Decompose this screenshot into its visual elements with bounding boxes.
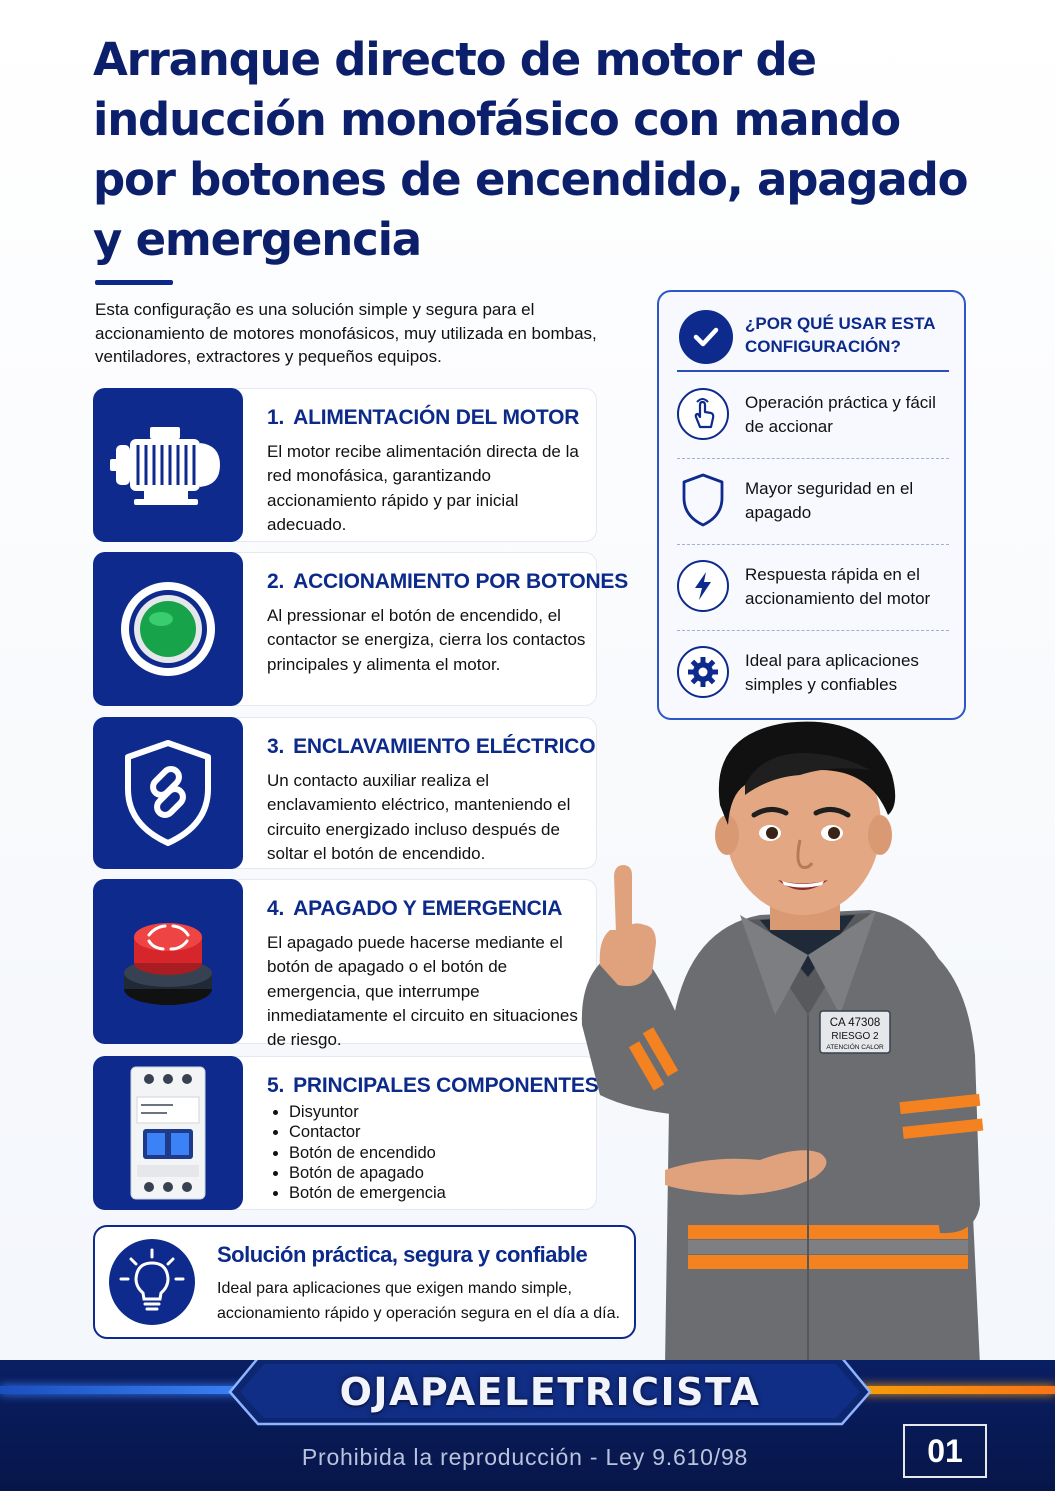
why-item-safety <box>677 458 949 545</box>
step-icon-box <box>93 388 243 542</box>
why-use-box <box>657 290 966 720</box>
footer <box>0 1360 1055 1491</box>
step-card-5 <box>93 1056 599 1210</box>
why-item-text: Ideal para aplicaciones simples y confiables <box>745 650 919 694</box>
shield-icon <box>677 474 729 526</box>
step-icon-box <box>93 717 243 869</box>
why-title: ¿POR QUÉ USAR ESTA CONFIGURACIÓN? <box>745 314 935 356</box>
step-description: Un contacto auxiliar realiza el enclavamiento eléctrico, manteniendo el circuito energizado incluso después de soltar el botón de encendido. <box>267 771 571 863</box>
lightning-icon <box>677 560 729 612</box>
copyright-text: Prohibida la reproducción - Ley 9.610/98 <box>301 1444 749 1470</box>
step-title: 5. PRINCIPALES COMPONENTES <box>267 1074 599 1097</box>
brand-name: OJAPAELETRICISTA <box>339 1370 761 1414</box>
list-item: • Disyuntor <box>289 1102 446 1122</box>
step-card-4 <box>93 879 599 1050</box>
check-icon <box>679 310 733 364</box>
footer-accent-line <box>855 1386 1055 1394</box>
list-item: • Contactor <box>289 1122 446 1142</box>
banner-text: Ideal para aplicaciones que exigen mando simple, accionamiento rápido y operación segura en el día a día. <box>217 1280 620 1322</box>
banner-title: Solución práctica, segura y confiable <box>217 1242 588 1267</box>
badge-line-2: RIESGO 2 <box>831 1031 879 1042</box>
step-title: 1. ALIMENTACIÓN DEL MOTOR <box>267 406 580 429</box>
green-button-icon <box>118 579 218 679</box>
page-title: Arranque directo de motor de inducción monofásico con mando por botones de encendido, apagado y emergencia <box>93 33 968 266</box>
why-item-response <box>677 544 949 631</box>
why-item-practical <box>677 372 949 459</box>
badge-line-3: ATENCIÓN CALOR <box>826 1044 884 1051</box>
list-item: • Botón de emergencia <box>289 1183 446 1203</box>
list-item: • Botón de apagado <box>289 1163 446 1183</box>
motor-icon <box>108 415 228 515</box>
step-description: El motor recibe alimentación directa de la red monofásica, garantizando accionamiento rápido y par inicial adecuado. <box>267 442 579 534</box>
summary-banner <box>93 1225 636 1339</box>
title-underline <box>95 280 173 285</box>
step-description: El apagado puede hacerse mediante el botón de apagado o el botón de emergencia, que interrumpe inmediatamente el circuito en situaciones de riesgo. <box>267 933 578 1050</box>
step-title: 2. ACCIONAMIENTO POR BOTONES <box>267 570 629 593</box>
breaker-icon <box>123 1063 213 1203</box>
why-item-text: Respuesta rápida en el accionamiento del motor <box>745 564 931 608</box>
badge-line-1: CA 47308 <box>829 1017 881 1029</box>
page-number: 01 <box>903 1424 987 1478</box>
step-description: Al pressionar el botón de encendido, el contactor se energiza, cierra los contactos principales y alimenta el motor. <box>267 606 586 674</box>
footer-accent-line <box>0 1386 250 1394</box>
tap-hand-icon <box>677 388 729 440</box>
shield-link-icon <box>118 737 218 849</box>
step-title: 4. APAGADO Y EMERGENCIA <box>267 897 563 920</box>
step-icon-box <box>93 552 243 706</box>
step-icon-box <box>93 1056 243 1210</box>
step-title: 3. ENCLAVAMIENTO ELÉCTRICO <box>267 735 596 758</box>
why-item-simple <box>677 630 949 716</box>
step-card-1 <box>93 388 599 542</box>
emergency-stop-icon <box>113 907 223 1017</box>
list-item: • Botón de encendido <box>289 1143 446 1163</box>
step-card-2 <box>93 552 629 706</box>
step-card-3 <box>93 717 599 869</box>
step-icon-box <box>93 879 243 1044</box>
intro-text: Esta configuração es una solución simple y segura para el accionamiento de motores monofásicos, muy utilizada en bombas, ventiladores, extractores y pequeños equipos. <box>95 300 597 366</box>
why-item-text: Mayor seguridad en el apagado <box>745 478 914 522</box>
why-item-text: Operación práctica y fácil de accionar <box>745 392 936 436</box>
lightbulb-icon <box>109 1239 195 1325</box>
gear-icon <box>677 646 729 698</box>
components-list <box>267 1102 446 1203</box>
